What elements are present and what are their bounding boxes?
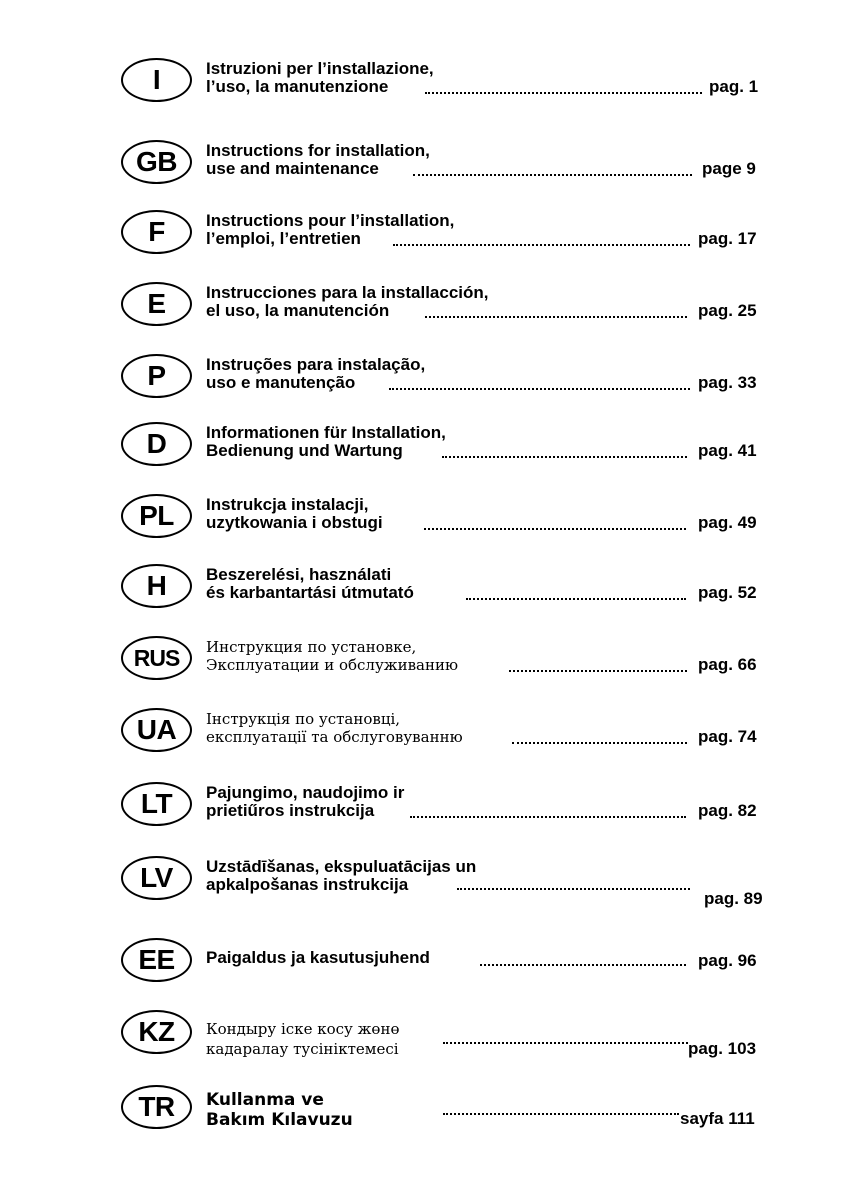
entry-title-line2: l’uso, la manutenzione	[206, 77, 389, 96]
page-reference: pag. 96	[698, 951, 757, 970]
page-reference: pag. 74	[698, 727, 757, 746]
language-badge: PL	[121, 494, 192, 538]
page-reference: pag. 33	[698, 373, 757, 392]
language-badge: LT	[121, 782, 192, 826]
entry-title-line2: uzytkowania i obstugi	[206, 513, 383, 532]
page-reference: pag. 103	[688, 1039, 757, 1058]
entry-title-line1: Інструкція по установці,	[206, 710, 401, 728]
entry-title-line2: Bakım Kılavuzu	[206, 1110, 353, 1130]
toc-entry-french	[0, 210, 850, 266]
entry-title-line2: кадаралау тусініктемесі	[206, 1040, 399, 1058]
dot-leader	[480, 964, 686, 966]
dot-leader	[413, 174, 692, 176]
dot-leader	[410, 816, 686, 818]
page-reference: pag. 1	[709, 77, 759, 96]
entry-title-line2: és karbantartási útmutató	[206, 583, 414, 602]
entry-title-line1: Инструкция по установке,	[206, 638, 417, 656]
entry-title-line1: Informationen für Installation,	[206, 423, 446, 442]
dot-leader	[425, 92, 702, 94]
page-reference: pag. 82	[698, 801, 757, 820]
page-reference: page 9	[702, 159, 756, 178]
entry-title-line2: prietiűros instrukcija	[206, 801, 375, 820]
toc-entry-italian	[0, 58, 850, 114]
page-reference: pag. 52	[698, 583, 757, 602]
entry-title-line1: Instruções para instalação,	[206, 355, 426, 374]
toc-entry-latvian	[0, 856, 850, 912]
entry-title-line2: l’emploi, l’entretien	[206, 229, 361, 248]
language-badge: GB	[121, 140, 192, 184]
page-reference: sayfa 111	[680, 1109, 755, 1128]
page-reference: pag. 17	[698, 229, 757, 248]
entry-title-line1: Istruzioni per l’installazione,	[206, 59, 434, 78]
page-reference: pag. 41	[698, 441, 757, 460]
toc-entry-spanish	[0, 282, 850, 338]
entry-title-line1: Beszerelési, használati	[206, 565, 392, 584]
toc-entry-ukrainian	[0, 708, 850, 764]
dot-leader	[509, 670, 687, 672]
language-badge: F	[121, 210, 192, 254]
entry-title-line1: Instrukcja instalacji,	[206, 495, 369, 514]
page-reference: pag. 89	[704, 889, 763, 908]
toc-entry-portuguese	[0, 354, 850, 410]
entry-title-line2: експлуатації та обслуговуванню	[206, 728, 463, 746]
language-badge: TR	[121, 1085, 192, 1129]
toc-entry-polish	[0, 494, 850, 550]
entry-title-line2: apkalpošanas instrukcija	[206, 875, 409, 894]
toc-entry-german	[0, 422, 850, 478]
page-reference: pag. 66	[698, 655, 757, 674]
dot-leader	[442, 456, 687, 458]
language-badge: KZ	[121, 1010, 192, 1054]
dot-leader	[466, 598, 686, 600]
entry-title-line2: use and maintenance	[206, 159, 379, 178]
language-badge: E	[121, 282, 192, 326]
toc-entry-lithuanian	[0, 782, 850, 838]
entry-title-line2: uso e manutenção	[206, 373, 356, 392]
language-badge: I	[121, 58, 192, 102]
language-badge: D	[121, 422, 192, 466]
language-badge: EE	[121, 938, 192, 982]
language-badge: RUS	[121, 636, 192, 680]
language-badge: LV	[121, 856, 192, 900]
dot-leader	[457, 888, 690, 890]
entry-title-line1: Uzstādīšanas, ekspuluatācijas un	[206, 857, 477, 876]
entry-title-line1: Pajungimo, naudojimo ir	[206, 783, 405, 802]
dot-leader	[424, 528, 686, 530]
page-reference: pag. 25	[698, 301, 757, 320]
entry-title-line2: Эксплуатации и обслуживанию	[206, 656, 459, 674]
dot-leader	[512, 742, 687, 744]
toc-entry-hungarian	[0, 564, 850, 620]
dot-leader	[443, 1113, 679, 1115]
entry-title-line2: el uso, la manutención	[206, 301, 390, 320]
language-badge: P	[121, 354, 192, 398]
entry-title-line1: Instructions pour l’installation,	[206, 211, 455, 230]
language-badge: UA	[121, 708, 192, 752]
language-badge: H	[121, 564, 192, 608]
page-reference: pag. 49	[698, 513, 757, 532]
entry-title-line1: Instructions for installation,	[206, 141, 430, 160]
dot-leader	[443, 1042, 688, 1044]
toc-entry-estonian	[0, 938, 850, 994]
toc-entry-russian	[0, 636, 850, 692]
entry-title-line1: Paigaldus ja kasutusjuhend	[206, 948, 430, 967]
entry-title-line2: Bedienung und Wartung	[206, 441, 403, 460]
entry-title-line1: Кондыру іске косу жөнө	[206, 1020, 400, 1038]
dot-leader	[425, 316, 687, 318]
entry-title-line1: Instrucciones para la installacción,	[206, 283, 489, 302]
entry-title-line1: Kullanma ve	[206, 1090, 324, 1110]
toc-entry-turkish	[0, 1085, 850, 1141]
toc-entry-kazakh	[0, 1010, 850, 1066]
dot-leader	[389, 388, 690, 390]
dot-leader	[393, 244, 690, 246]
toc-entry-english	[0, 140, 850, 196]
